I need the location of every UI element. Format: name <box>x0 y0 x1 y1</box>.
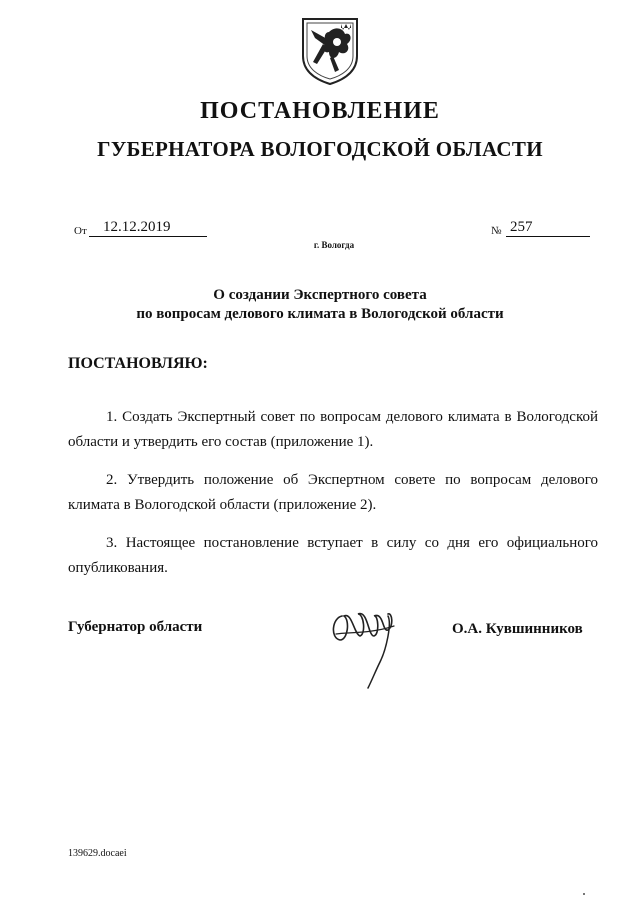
coat-of-arms-icon <box>299 16 361 86</box>
document-date: 12.12.2019 <box>89 218 207 237</box>
file-name: 139629.docaei <box>68 848 127 859</box>
scan-dot <box>583 893 585 895</box>
date-prefix: От <box>74 225 87 237</box>
document-subject <box>0 286 640 324</box>
paragraph-1: 1. Создать Экспертный совет по вопросам делового климата в Вологодской области и утвердить его состав (приложение 1). <box>68 409 598 450</box>
document-city: г. Вологда <box>313 240 355 250</box>
paragraph-3: 3. Настоящее постановление вступает в силу со дня его официального опубликования. <box>68 535 598 576</box>
signer-title: Губернатор области <box>68 619 203 635</box>
document-title: ПОСТАНОВЛЕНИЕ <box>200 98 440 124</box>
document-body <box>68 405 598 594</box>
document-subtitle: ГУБЕРНАТОРА ВОЛОГОДСКОЙ ОБЛАСТИ <box>97 137 543 161</box>
signer-name: О.А. Кувшинников <box>452 621 583 637</box>
decree-heading: ПОСТАНОВЛЯЮ: <box>68 355 208 372</box>
paragraph-2: 2. Утвердить положение об Экспертном совете по вопросам делового климата в Вологодской области (приложение 2). <box>68 472 598 513</box>
subject-line-2: по вопросам делового климата в Вологодской области <box>136 306 504 322</box>
subject-line-1: О создании Экспертного совета <box>213 287 427 303</box>
document-number: 257 <box>506 218 590 237</box>
signature-mark <box>328 604 404 690</box>
number-prefix: № <box>491 225 502 237</box>
